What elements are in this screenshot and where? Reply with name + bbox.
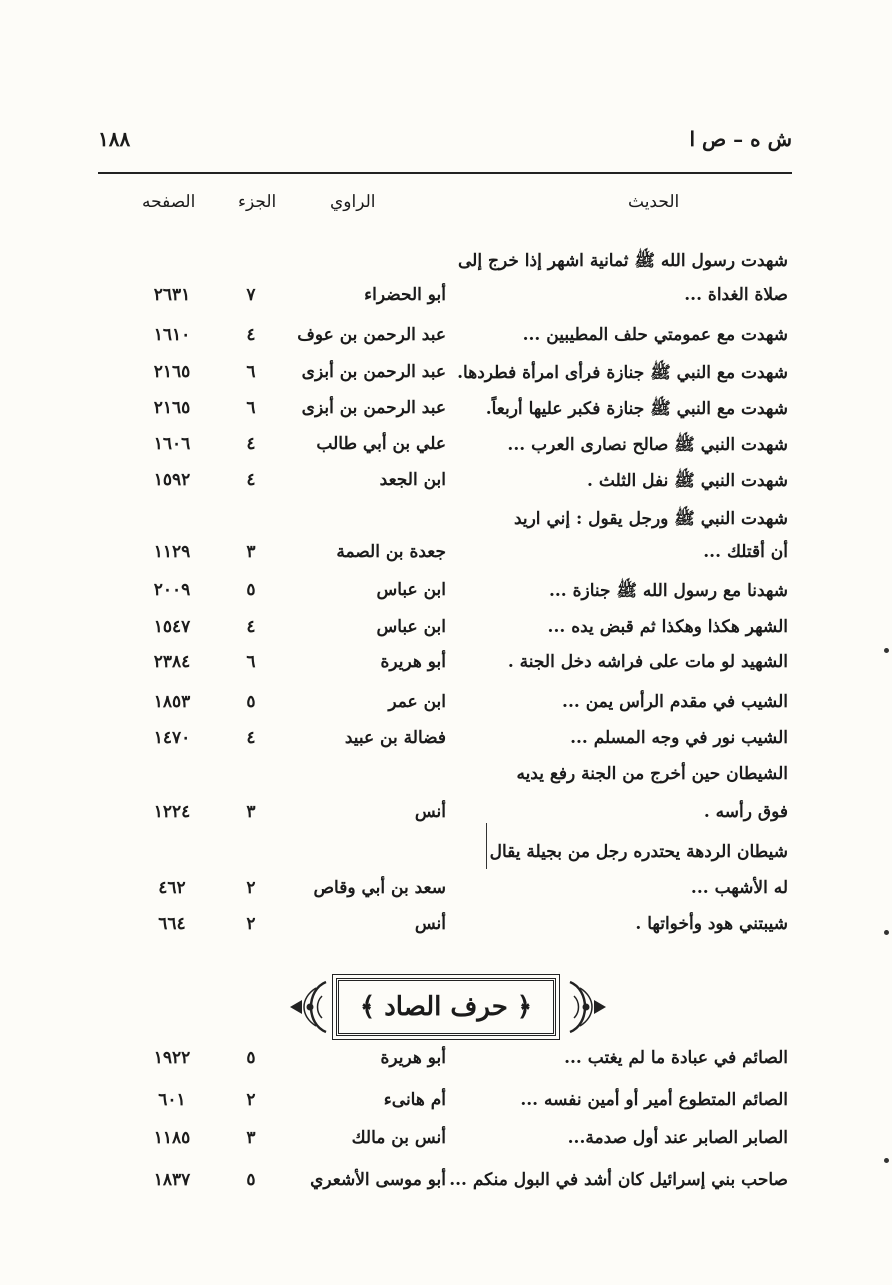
hadith-text-line: أن أقتلك ... — [703, 542, 788, 562]
hadith-text-line: صاحب بني إسرائيل كان أشد في البول منكم ... — [449, 1170, 788, 1190]
narrator-name: أنس بن مالك — [351, 1128, 446, 1148]
hadith-text-line: الشيطان حين أخرج من الجنة رفع يديه — [516, 764, 788, 784]
narrator-name: عبد الرحمن بن أبزى — [301, 362, 446, 382]
section-title-box — [336, 978, 556, 1036]
page-reference: ١٨٣٧ — [153, 1170, 191, 1190]
volume-number: ٦ — [246, 652, 256, 672]
volume-number: ٧ — [246, 285, 256, 305]
volume-number: ٤ — [246, 728, 256, 748]
section-title: ﴿ حرف الصاد ﴾ — [359, 992, 533, 1022]
hadith-text-line: فوق رأسه . — [703, 802, 788, 822]
column-header-narrator: الراوي — [330, 192, 376, 212]
volume-number: ٦ — [246, 398, 256, 418]
volume-number: ٤ — [246, 470, 256, 490]
column-header-volume: الجزء — [238, 192, 277, 212]
hadith-text-line: الصائم المتطوع أمير أو أمين نفسه ... — [520, 1090, 788, 1110]
page-reference: ١٦١٠ — [153, 325, 191, 345]
volume-number: ٤ — [246, 325, 256, 345]
page-reference: ٢٦٣١ — [153, 285, 191, 305]
hadith-text-line: له الأشهب ... — [690, 878, 788, 898]
volume-number: ٢ — [246, 914, 256, 934]
header-rule — [98, 172, 792, 174]
hadith-text-line: شهدت النبي ﷺ نفل الثلث . — [587, 471, 788, 491]
page-reference: ١١٨٥ — [153, 1128, 191, 1148]
page-reference: ١٥٤٧ — [153, 617, 191, 637]
page-reference: ٦٦٤ — [158, 914, 186, 934]
volume-number: ٦ — [246, 362, 256, 382]
hadith-text-line: شهدت مع النبي ﷺ جنازة فرأى امرأة فطردها. — [457, 363, 788, 383]
hadith-text-line: شهدت رسول الله ﷺ ثمانية اشهر إذا خرج إلى — [458, 251, 788, 271]
volume-number: ٢ — [246, 1090, 256, 1110]
page-reference: ١٤٧٠ — [153, 728, 191, 748]
narrator-name: ابن عباس — [376, 617, 446, 637]
scan-mark — [884, 930, 889, 935]
page-reference: ١١٢٩ — [153, 542, 191, 562]
page-reference: ٦٠١ — [158, 1090, 186, 1110]
narrator-name: عبد الرحمن بن عوف — [297, 325, 446, 345]
scan-mark — [884, 1158, 889, 1163]
page-header — [98, 122, 792, 156]
letter-range: ش ه – ص ا — [689, 127, 792, 151]
page-reference: ١٢٢٤ — [153, 802, 191, 822]
hadith-text-line: شيبتني هود وأخواتها . — [635, 914, 788, 934]
volume-number: ٥ — [246, 580, 256, 600]
page-reference: ١٦٠٦ — [153, 434, 191, 454]
volume-number: ٥ — [246, 1048, 256, 1068]
floral-ornament-icon — [286, 976, 334, 1038]
page-number: ١٨٨ — [98, 127, 131, 151]
page-reference: ١٥٩٢ — [153, 470, 191, 490]
volume-number: ٥ — [246, 1170, 256, 1190]
page-reference: ١٨٥٣ — [153, 692, 191, 712]
page-reference: ٢٣٨٤ — [153, 652, 191, 672]
volume-number: ٢ — [246, 878, 256, 898]
narrator-name: ابن عباس — [376, 580, 446, 600]
page-reference: ١٩٢٢ — [153, 1048, 191, 1068]
hadith-text-line: شهدنا مع رسول الله ﷺ جنازة ... — [548, 581, 788, 601]
volume-number: ٣ — [246, 802, 256, 822]
column-header-hadith: الحديث — [628, 192, 680, 212]
hadith-text-line: الصابر الصابر عند أول صدمة... — [567, 1128, 788, 1148]
narrator-name: علي بن أبي طالب — [316, 434, 446, 454]
page-reference: ٢١٦٥ — [153, 398, 191, 418]
narrator-name: ابن عمر — [388, 692, 446, 712]
narrator-name: أبو هريرة — [380, 652, 446, 672]
volume-number: ٣ — [246, 542, 256, 562]
narrator-name: عبد الرحمن بن أبزى — [301, 398, 446, 418]
narrator-name: أم هانىء — [383, 1090, 446, 1110]
hadith-text-line: شهدت النبي ﷺ ورجل يقول : إني اريد — [513, 509, 788, 529]
hadith-text-line: شهدت النبي ﷺ صالح نصارى العرب ... — [507, 435, 788, 455]
margin-rule — [486, 823, 487, 869]
hadith-text-line: شيطان الردهة يحتدره رجل من بجيلة يقال — [489, 842, 788, 862]
hadith-text-line: شهدت مع النبي ﷺ جنازة فكبر عليها أربعاً. — [485, 399, 788, 419]
hadith-text-line: الشهر هكذا وهكذا ثم قبض يده ... — [547, 617, 788, 637]
hadith-text-line: الشيب في مقدم الرأس يمن ... — [562, 692, 788, 712]
hadith-text-line: شهدت مع عمومتي حلف المطيبين ... — [522, 325, 788, 345]
volume-number: ٥ — [246, 692, 256, 712]
narrator-name: أنس — [414, 802, 446, 822]
hadith-text-line: صلاة الغداة ... — [684, 285, 788, 305]
column-header-page: الصفحه — [142, 192, 196, 212]
narrator-name: جعدة بن الصمة — [336, 542, 446, 562]
floral-ornament-icon — [562, 976, 610, 1038]
volume-number: ٣ — [246, 1128, 256, 1148]
page-reference: ٢١٦٥ — [153, 362, 191, 382]
volume-number: ٤ — [246, 434, 256, 454]
narrator-name: أبو الحضراء — [364, 285, 446, 305]
hadith-text-line: الشيب نور في وجه المسلم ... — [570, 728, 788, 748]
narrator-name: أبو موسى الأشعري — [310, 1170, 446, 1190]
page-reference: ٢٠٠٩ — [153, 580, 191, 600]
page-reference: ٤٦٢ — [158, 878, 186, 898]
hadith-text-line: الشهيد لو مات على فراشه دخل الجنة . — [507, 652, 788, 672]
volume-number: ٤ — [246, 617, 256, 637]
hadith-text-line: الصائم في عبادة ما لم يغتب ... — [564, 1048, 788, 1068]
narrator-name: فضالة بن عبيد — [344, 728, 446, 748]
narrator-name: ابن الجعد — [379, 470, 446, 490]
narrator-name: أبو هريرة — [380, 1048, 446, 1068]
narrator-name: سعد بن أبي وقاص — [313, 878, 446, 898]
scan-mark — [884, 648, 889, 653]
narrator-name: أنس — [414, 914, 446, 934]
